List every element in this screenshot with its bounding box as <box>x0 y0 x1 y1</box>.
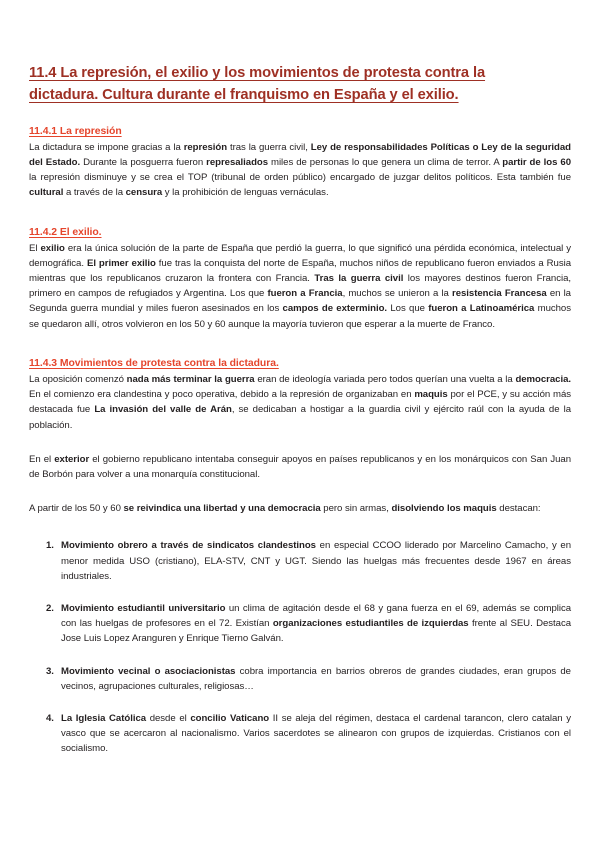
spacer <box>29 516 571 538</box>
section-heading-11-4-3: 11.4.3 Movimientos de protesta contra la dictadura. <box>29 357 279 369</box>
section-paragraph: En el exterior el gobierno republicano intentaba conseguir apoyos en países republicanos y en los monárquicos con San Juan de Borbón para volver a una monarquía constitucional. <box>29 453 571 480</box>
section-heading-11-4-1: 11.4.1 La represión <box>29 125 122 137</box>
list-item-text: La Iglesia Católica desde el concilio Vaticano II se aleja del régimen, destaca el cardenal tarancon, clero catalan y vasco que se acercaron al nacionalismo. Varios sacerdotes se alinearon con grupos de izquierdas. Cristianos con el socialismo. <box>61 713 572 755</box>
list-item <box>29 601 571 647</box>
page-title-line-2: dictadura. Cultura durante el franquismo en España y el exilio. <box>29 87 459 104</box>
list-item-marker: 1. <box>46 540 54 552</box>
list-item-marker: 4. <box>46 713 54 724</box>
section-paragraph: El exilio era la única solución de la parte de España que perdió la guerra, lo que significó una pérdida económica, intelectual y demográfica. El primer exilio fue tras la conquista del norte de España, muchos niños de republicano fueron enviados a Rusia mientras que los republicanos cruzaron la frontera con Francia. Tras la guerra civil los mayores destinos fueron Francia, primero en campos de refugiados y Argentina. Los que fueron a Francia, muchos se unieron a la resistencia Francesa en la Segunda guerra mundial y miles fueron asesinados en los campos de exterminio. Los que fueron a Latinoamérica muchos se quedaron allí, otros volvieron en los 50 y 60 aunque la mayoría tuvieron que esperar a la muerte de Franco. <box>29 242 572 330</box>
list-item-text: Movimiento obrero a través de sindicatos clandestinos en especial CCOO liderado por Marcelino Camacho, y en menor medida USO (cristiano), ELA-STV, CNT y UGT. Siendo las huelgas más frecuentes desde 1967 en áreas industriales. <box>61 540 572 582</box>
spacer <box>29 433 571 452</box>
spacer <box>29 482 571 501</box>
spacer <box>29 201 571 225</box>
page-title-line-1: 11.4 La represión, el exilio y los movimientos de protesta contra la <box>29 65 486 81</box>
page-title <box>29 62 571 107</box>
list-item-marker: 2. <box>46 602 54 614</box>
list-item <box>29 664 571 694</box>
spacer <box>29 332 571 356</box>
list-item-text: Movimiento estudiantil universitario un clima de agitación desde el 68 y gana fuerza en el 69, además se complica con las huelgas de profesores en el 72. Existían organizaciones estudiantiles de izquierdas frente al SEU. Destaca Jose Luis Lopez Aranguren y Enrique Tierno Galván. <box>61 602 572 645</box>
movements-list <box>29 538 571 756</box>
section-paragraph: La oposición comenzó nada más terminar la guerra eran de ideología variada pero todos querían una vuelta a la democracia. En el comienzo era clandestina y poco operativa, debido a la represión de organizaban en maquis por el PCE, y su acción más destacada fue La invasión del valle de Arán, se dedicaban a hostigar a la guardia civil y ejército raúl con la ayuda de la población. <box>29 373 571 431</box>
list-item-marker: 3. <box>46 665 54 677</box>
list-item <box>29 711 571 757</box>
section-heading-11-4-2: 11.4.2 El exilio. <box>29 226 102 238</box>
section-paragraph: La dictadura se impone gracias a la represión tras la guerra civil, Ley de responsabilidades Políticas o Ley de la seguridad del Estado. Durante la posguerra fueron represaliados miles de personas lo que genera un clima de terror. A partir de los 60 la represión disminuye y se crea el TOP (tribunal de orden público) encargado de juzgar delitos políticos. Esta también fue cultural a través de la censura y la prohibición de lenguas vernáculas. <box>29 141 571 199</box>
section-paragraph: A partir de los 50 y 60 se reivindica una libertad y una democracia pero sin armas, disolviendo los maquis destacan: <box>29 503 541 515</box>
list-item <box>29 538 571 584</box>
list-item-text: Movimiento vecinal o asociacionistas cobra importancia en barrios obreros de grandes ciudades, eran grupos de vecinos, agrupaciones culturales, religiosas… <box>61 665 571 692</box>
